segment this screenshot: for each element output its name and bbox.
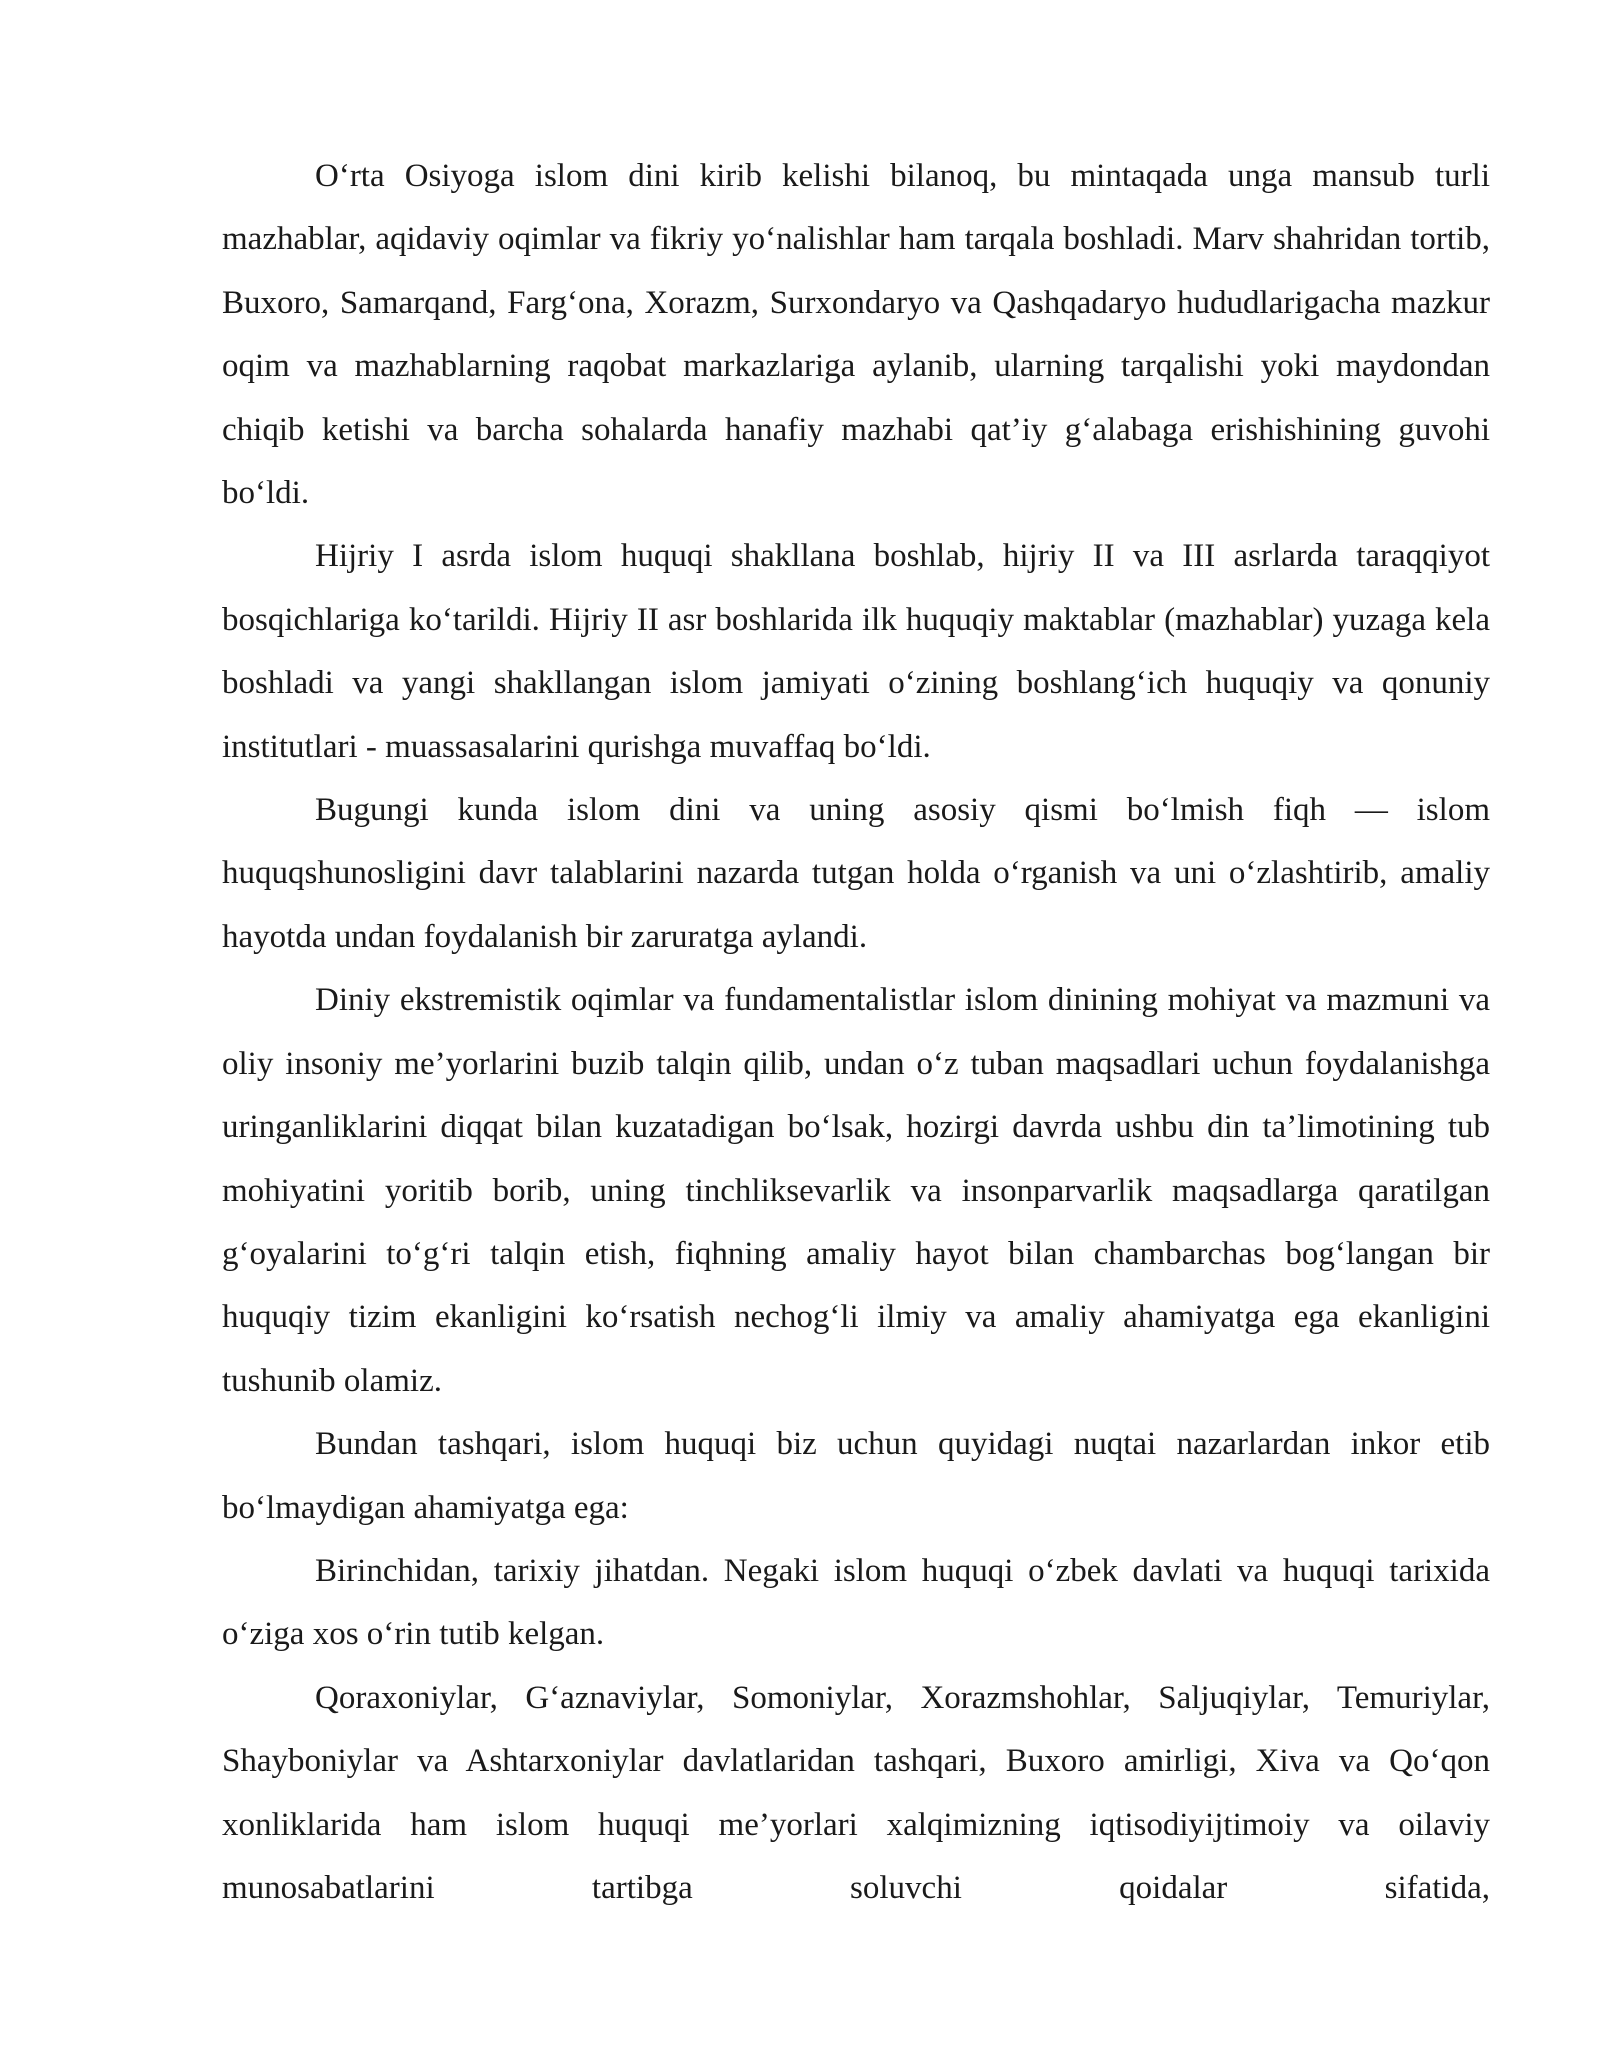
paragraph-7: Qoraxoniylar, G‘aznaviylar, Somoniylar, Xorazmshohlar, Saljuqiylar, Temuriylar, Shayboniylar va Ashtarxoniylar davlatlaridan tashqari, Buxoro amirligi, Xiva va Qo‘qon xonliklarida ham islom huquqi me’yorlari xalqimizning iqtisodiyijtimoiy va oilaviy munosabatlarini tartibga soluvchi qoidalar sifatida, [222, 1679, 1490, 1906]
document-body [222, 145, 1490, 1920]
paragraph-4: Diniy ekstremistik oqimlar va fundamentalistlar islom dinining mohiyat va mazmuni va oliy insoniy me’yorlarini buzib talqin qilib, undan o‘z tuban maqsadlari uchun foydalanishga uringanliklarini diqqat bilan kuzatadigan bo‘lsak, hozirgi davrda ushbu din ta’limotining tub mohiyatini yoritib borib, uning tinchliksevarlik va insonparvarlik maqsadlarga qaratilgan g‘oyalarini to‘g‘ri talqin etish, fiqhning amaliy hayot bilan chambarchas bog‘langan bir huquqiy tizim ekanligini ko‘rsatish nechog‘li ilmiy va amaliy ahamiyatga ega ekanligini tushunib olamiz. [222, 982, 1490, 1399]
paragraph-6: Birinchidan, tarixiy jihatdan. Negaki islom huquqi o‘zbek davlati va huquqi tarixida o‘ziga xos o‘rin tutib kelgan. [222, 1552, 1490, 1653]
paragraph-1: O‘rta Osiyoga islom dini kirib kelishi bilanoq, bu mintaqada unga mansub turli mazhablar, aqidaviy oqimlar va fikriy yo‘nalishlar ham tarqala boshladi. Marv shahridan tortib, Buxoro, Samarqand, Farg‘ona, Xorazm, Surxondaryo va Qashqadaryo hududlarigacha mazkur oqim va mazhablarning raqobat markazlariga aylanib, ularning tarqalishi yoki maydondan chiqib ketishi va barcha sohalarda hanafiy mazhabi qat’iy g‘alabaga erishishining guvohi bo‘ldi. [222, 158, 1490, 512]
paragraph-2: Hijriy I asrda islom huquqi shakllana boshlab, hijriy II va III asrlarda taraqqiyot bosqichlariga ko‘tarildi. Hijriy II asr boshlarida ilk huquqiy maktablar (mazhablar) yuzaga kela boshladi va yangi shakllangan islom jamiyati o‘zining boshlang‘ich huquqiy va qonuniy institutlari - muassasalarini qurishga muvaffaq bo‘ldi. [222, 538, 1490, 765]
paragraph-5: Bundan tashqari, islom huquqi biz uchun quyidagi nuqtai nazarlardan inkor etib bo‘lmaydigan ahamiyatga ega: [222, 1426, 1490, 1526]
paragraph-3: Bugungi kunda islom dini va uning asosiy qismi bo‘lmish fiqh — islom huquqshunosligini davr talablarini nazarda tutgan holda o‘rganish va uni o‘zlashtirib, amaliy hayotda undan foydalanish bir zaruratga aylandi. [222, 792, 1490, 955]
